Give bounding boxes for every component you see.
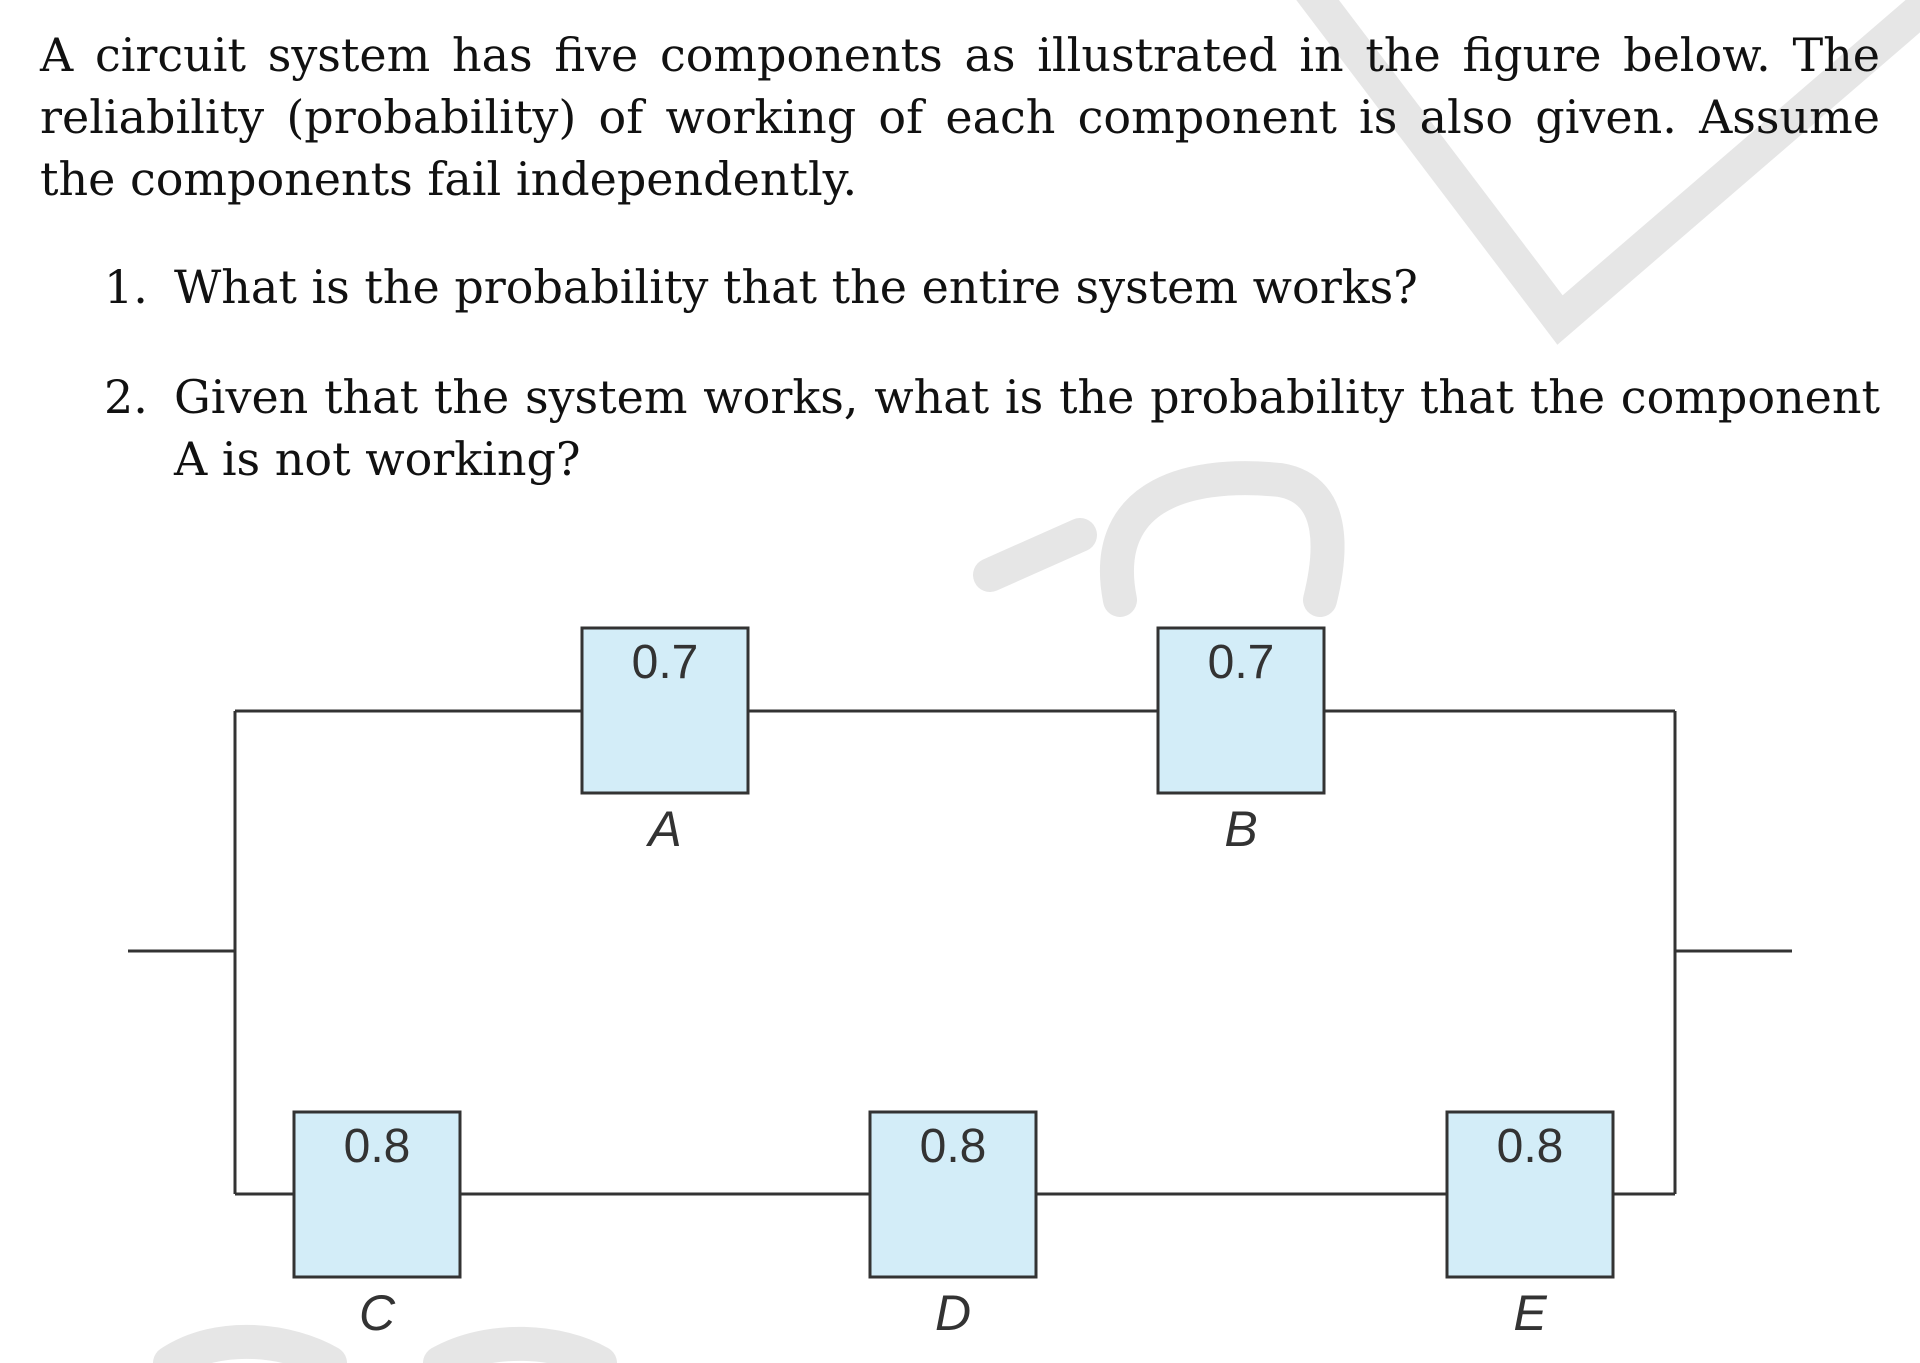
component-a bbox=[582, 628, 748, 857]
reliability-label: 0.7 bbox=[631, 636, 699, 689]
component-d bbox=[870, 1112, 1036, 1341]
reliability-label: 0.7 bbox=[1207, 636, 1275, 689]
component-name: C bbox=[358, 1285, 396, 1341]
reliability-label: 0.8 bbox=[343, 1120, 411, 1173]
component-e bbox=[1447, 1112, 1613, 1341]
problem-intro: A circuit system has five components as illustrated in the figure below. The reliability (probability) of working of each component is also given. Assume the components fail independently. bbox=[40, 28, 1880, 206]
component-b bbox=[1158, 628, 1324, 857]
component-name: B bbox=[1224, 801, 1258, 857]
component-name: E bbox=[1513, 1285, 1547, 1341]
component-c bbox=[294, 1112, 460, 1341]
question-number: 1. bbox=[104, 260, 148, 314]
reliability-label: 0.8 bbox=[1496, 1120, 1564, 1173]
question-text: What is the probability that the entire system works? bbox=[174, 260, 1418, 314]
reliability-label: 0.8 bbox=[919, 1120, 987, 1173]
component-name: D bbox=[934, 1285, 972, 1341]
question-number: 2. bbox=[104, 370, 148, 424]
component-name: A bbox=[648, 801, 682, 857]
question-text: Given that the system works, what is the probability that the component A is not working? bbox=[174, 370, 1880, 486]
